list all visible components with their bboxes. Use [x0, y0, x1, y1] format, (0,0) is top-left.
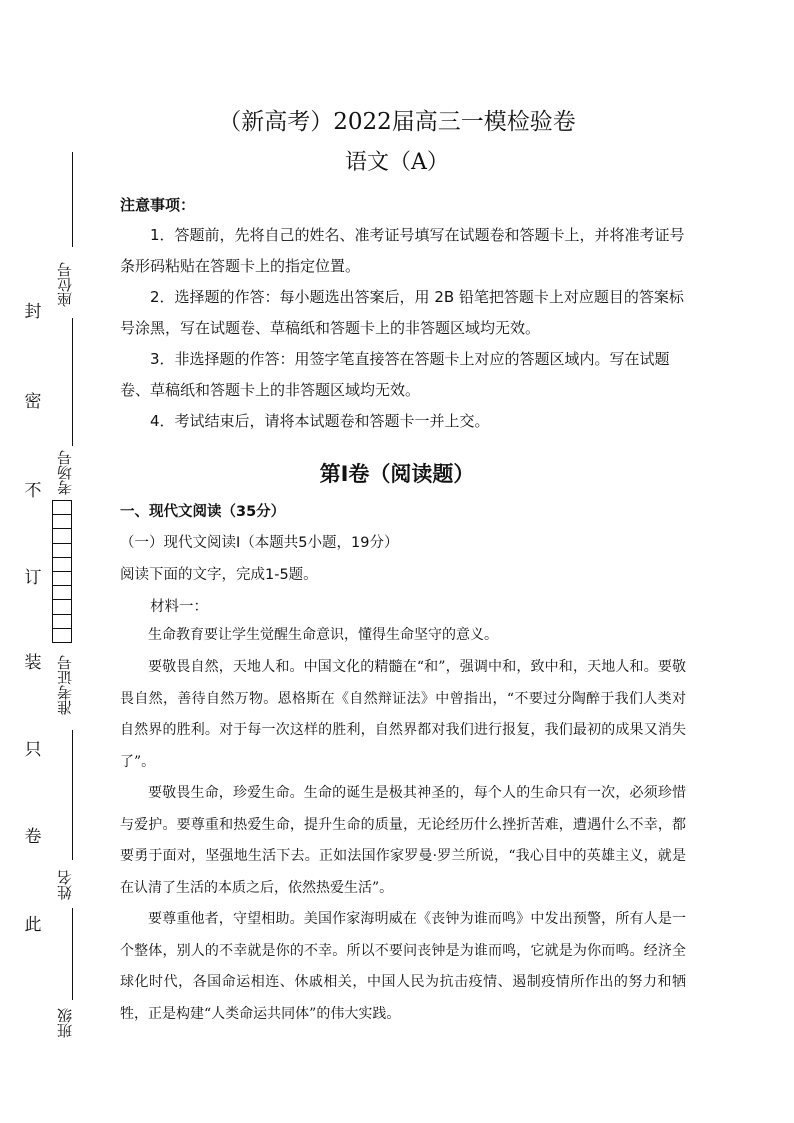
- seal-char: 装: [24, 653, 42, 673]
- notice-item: 4．考试结束后，请将本试题卷和答题卡一并上交。: [150, 412, 490, 430]
- seal-char: 此: [24, 915, 42, 935]
- part-heading: 一、现代文阅读（35分）: [120, 504, 286, 520]
- body-paragraph: 生命教育要让学生觉醒生命意识，懂得生命坚守的意义。: [148, 627, 498, 643]
- seal-char: 只: [24, 740, 42, 760]
- notice-item: 2．选择题的作答：每小题选出答案后，用 2B 铅笔把答题卡上对应题目的答案标号涂黑，写在试题卷、草稿纸和答题卡上的非答题区域均无效。: [120, 288, 684, 337]
- label-seat: 座位号: [56, 262, 74, 307]
- binding-line-seat: [72, 318, 73, 446]
- body-paragraph: 要敬畏自然，天地人和。中国文化的精髓在“和”，强调中和，致中和，天地人和。要敬畏自然，善待自然万物。恩格斯在《自然辩证法》中曾指出，“不要过分陶醉于我们人类对自然界的胜利。对于每一次这样的胜利，自然界都对我们进行报复，我们最初的成果又消失了”。: [120, 659, 686, 770]
- ticket-number-grid: [52, 500, 72, 643]
- label-exam-room: 考场号: [56, 450, 74, 495]
- label-ticket: 准考证号: [56, 655, 74, 715]
- exam-subtitle: 语文（A）: [345, 150, 449, 175]
- seal-char: 卷: [24, 827, 42, 847]
- section-title: 第Ⅰ卷（阅读题）: [319, 462, 475, 486]
- seal-char: 不: [24, 481, 42, 501]
- body-paragraph: 要敬畏生命，珍爱生命。生命的诞生是极其神圣的，每个人的生命只有一次，必须珍惜与爱护。要尊重和热爱生命，提升生命的质量，无论经历什么挫折苦难，遭遇什么不幸，都要勇于面对，坚强地生活下去。正如法国作家罗曼·罗兰所说，“我心目中的英雄主义，就是在认清了生活的本质之后，依然热爱生活”。: [120, 785, 686, 896]
- binding-line-ticket: [72, 730, 73, 860]
- sub-heading: （一）现代文阅读Ⅰ（本题共5小题，19分）: [120, 535, 399, 551]
- label-class: 班级: [56, 1008, 74, 1038]
- instruction: 阅读下面的文字，完成1-5题。: [120, 567, 318, 583]
- seal-char: 订: [24, 568, 42, 588]
- label-name: 姓名: [56, 870, 74, 900]
- notice-item: 1．答题前，先将自己的姓名、准考证号填写在试题卷和答题卡上，并将准考证号条形码粘贴在答题卡上的指定位置。: [120, 226, 685, 275]
- seal-char: 密: [24, 392, 42, 412]
- notice-item: 3．非选择题的作答：用签字笔直接答在答题卡上对应的答题区域内。写在试题卷、草稿纸和答题卡上的非答题区域均无效。: [120, 350, 670, 399]
- binding-line-name: [72, 908, 73, 1000]
- exam-title: （新高考）2022届高三一模检验卷: [218, 109, 576, 135]
- notice-heading: 注意事项：: [120, 196, 196, 214]
- seal-char: 封: [24, 302, 42, 322]
- body-paragraph: 要尊重他者，守望相助。美国作家海明威在《丧钟为谁而鸣》中发出预警，所有人是一个整体，别人的不幸就是你的不幸。所以不要问丧钟是为谁而鸣，它就是为你而鸣。经济全球化时代，各国命运相连、休戚相关，中国人民为抗击疫情、遏制疫情所作出的努力和牺牲，正是构建“人类命运共同体”的伟大实践。: [120, 911, 686, 1022]
- material-label: 材料一：: [150, 599, 208, 615]
